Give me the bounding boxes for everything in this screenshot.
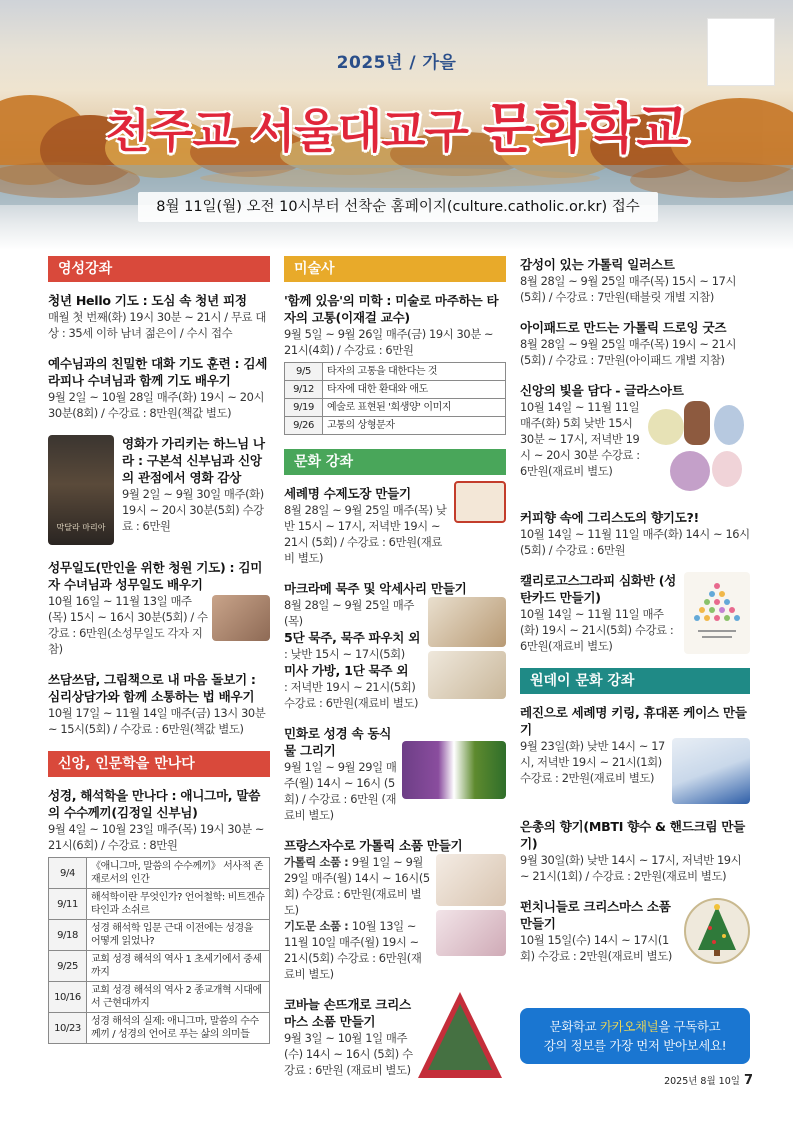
crochet-christmas-tree-photo xyxy=(414,988,506,1084)
course-details: 9월 30일(화) 낮반 14시 ~ 17시, 저녁반 19시 ~ 21시(1회) / 수강료 : 2만원(재료비 별도) xyxy=(520,853,742,883)
kakao-text: 을 구독하고 xyxy=(658,1019,721,1034)
course-title: 프랑스자수로 가톨릭 소품 만들기 xyxy=(284,838,463,853)
course-title: 마크라메 묵주 및 악세사리 만들기 xyxy=(284,581,467,596)
title-part-a: 천주교 서울대교구 xyxy=(105,104,483,158)
embroidery-photos xyxy=(436,854,506,982)
session-topic: 타자의 고통을 대한다는 것 xyxy=(323,363,506,381)
course-item xyxy=(284,292,506,435)
registration-banner: 8월 11일(월) 오전 10시부터 선착순 홈페이지(culture.catholic.or.kr) 접수 xyxy=(138,192,658,222)
kakao-channel-link[interactable]: 카카오채널 xyxy=(599,1019,659,1034)
course-details-text: 9월 1일 ~ 9월 29일 매주(월) 14시 ~ 16시(5회) 수강료 : 6만원(재료비 별도) xyxy=(284,855,430,917)
table-row xyxy=(49,1013,270,1044)
course-details: 8월 28일 ~ 9월 25일 매주(목) 15시 ~ 17시 (5회) / 수강료 : 7만원(태블릿 개별 지참) xyxy=(520,274,737,304)
course-details: 매월 첫 번째(화) 19시 30분 ~ 21시 / 무료 대상 : 35세 이하 남녀 젊은이 / 수시 접수 xyxy=(48,310,266,340)
table-row xyxy=(285,363,506,381)
course-details: 9월 23일(화) 낮반 14시 ~ 17시, 저녁반 19시 ~ 21시(1회) 수강료 : 2만원(재료비 별도) xyxy=(520,739,665,785)
course-details: 9월 2일 ~ 9월 30일 매주(화) 19시 ~ 20시 30분(5회) 수강료 : 6만원 xyxy=(122,487,264,533)
session-date: 9/26 xyxy=(285,417,323,435)
course-details: : 저녁반 19시 ~ 21시(5회) 수강료 : 6만원(재료비 별도) xyxy=(284,680,419,710)
session-date: 9/19 xyxy=(285,399,323,417)
kakao-channel-notice xyxy=(520,1008,750,1064)
table-row xyxy=(285,381,506,399)
page-footer xyxy=(664,1073,753,1088)
course-details xyxy=(284,918,432,982)
table-row xyxy=(49,920,270,951)
course-item xyxy=(284,485,506,566)
folk-painting-photo xyxy=(402,741,506,799)
course-title: 쓰담쓰담, 그림책으로 내 마음 돌보기 : 심리상담가와 함께 소통하는 법 배우기 xyxy=(48,672,256,704)
course-item xyxy=(284,837,506,982)
table-row xyxy=(49,982,270,1013)
schedule-table xyxy=(48,857,270,1044)
course-title: 감성이 있는 가톨릭 일러스트 xyxy=(520,257,675,272)
poster-title: 막달라 마리아 xyxy=(56,523,106,532)
punch-needle-tree-photo xyxy=(684,898,750,964)
course-item xyxy=(284,996,506,1084)
table-row xyxy=(285,417,506,435)
course-details: 10월 14일 ~ 11월 11일 매주(화) 19시 ~ 21시(5회) 수강료 : 6만원(재료비 별도) xyxy=(520,607,674,653)
course-details: 10월 15일(수) 14시 ~ 17시(1회) 수강료 : 2만원(재료비 별도) xyxy=(520,933,672,963)
session-topic: 성경 해석의 실제: 애니그마, 말씀의 수수께끼 / 성경의 언어로 푸는 삶의 의미들 xyxy=(87,1013,270,1044)
course-title: 영화가 가리키는 하느님 나라 : 구본석 신부님과 신앙의 관점에서 영화 감상 xyxy=(122,436,265,485)
header xyxy=(0,0,793,250)
course-item xyxy=(520,382,750,495)
course-details: 8월 28일 ~ 9월 25일 매주(목) 19시 ~ 21시 (5회) / 수강료 : 7만원(아이패드 개별 지참) xyxy=(520,337,737,367)
kakao-line-2: 강의 정보를 가장 먼저 받아보세요! xyxy=(543,1038,727,1053)
glass-art-photo xyxy=(644,399,750,495)
course-details: 8월 28일 ~ 9월 25일 매주(목) 낮반 15시 ~ 17시, 저녁반 19시 ~ 21시 (5회) / 수강료 : 6만원(재료비 별도) xyxy=(284,503,447,565)
movie-poster xyxy=(48,435,114,545)
course-title: 성무일도(만인을 위한 청원 기도) : 김미자 수녀님과 성무일도 배우기 xyxy=(48,560,263,592)
course-item xyxy=(520,898,750,964)
course-title: 은총의 향기(MBTI 향수 & 핸드크림 만들기) xyxy=(520,819,746,851)
session-topic: 교회 성경 해석의 역사 1 초세기에서 중세까지 xyxy=(87,951,270,982)
course-item xyxy=(520,818,750,884)
course-item xyxy=(48,355,270,421)
session-topic: 해석학이란 무엇인가? 언어철학: 비트겐슈타인과 소쉬르 xyxy=(87,889,270,920)
macrame-photos xyxy=(428,597,506,711)
course-title: 레진으로 세례명 키링, 휴대폰 케이스 만들기 xyxy=(520,705,747,737)
schedule-table xyxy=(284,362,506,435)
course-item xyxy=(284,580,506,711)
course-subtitle: 가톨릭 소품 : xyxy=(284,855,352,869)
resin-keyring-photo xyxy=(672,738,750,804)
session-topic: 성경 해석학 입문 근대 이전에는 성경을 어떻게 읽었나? xyxy=(87,920,270,951)
session-topic: 교회 성경 해석의 역사 2 종교개혁 시대에서 근현대까지 xyxy=(87,982,270,1013)
session-date: 10/16 xyxy=(49,982,87,1013)
course-details: 9월 2일 ~ 10월 28일 매주(화) 19시 ~ 20시 30분(8회) / 수강료 : 8만원(책값 별도) xyxy=(48,390,265,420)
title-part-b: 문화학교 xyxy=(482,97,688,160)
column-1 xyxy=(48,256,270,1044)
session-date: 9/18 xyxy=(49,920,87,951)
session-topic: 《애니그마, 말씀의 수수께끼》 서사적 존재로서의 인간 xyxy=(87,858,270,889)
column-2 xyxy=(284,256,506,1098)
praying-hands-photo xyxy=(212,595,270,641)
course-item xyxy=(520,509,750,558)
course-details: : 낮반 15시 ~ 17시(5회) xyxy=(284,647,405,661)
course-item xyxy=(284,725,506,823)
section-header-spiritual: 영성강좌 xyxy=(48,256,270,282)
course-title: 캘리로고스그라피 심화반 (성탄카드 만들기) xyxy=(520,573,677,605)
course-subtitle: 기도문 소품 : xyxy=(284,919,352,933)
course-title: 예수님과의 친밀한 대화 기도 훈련 : 김세라피나 수녀님과 함께 기도 배우기 xyxy=(48,356,268,388)
course-details: 10월 14일 ~ 11월 11일 매주(화) 14시 ~ 16시 (5회) / 수강료 : 6만원 xyxy=(520,527,750,557)
course-details: 8월 28일 ~ 9월 25일 매주(목) xyxy=(284,598,414,628)
session-date: 9/12 xyxy=(285,381,323,399)
course-title: 코바늘 손뜨개로 크리스마스 소품 만들기 xyxy=(284,997,411,1029)
section-header-art-history: 미술사 xyxy=(284,256,506,282)
course-title: 민화로 성경 속 동식물 그리기 xyxy=(284,726,392,758)
session-date: 10/23 xyxy=(49,1013,87,1044)
course-item xyxy=(520,704,750,804)
course-subtitle: 5단 묵주, 묵주 파우치 외 xyxy=(284,630,421,645)
section-header-oneday: 원데이 문화 강좌 xyxy=(520,668,750,694)
course-title: 아이패드로 만드는 가톨릭 드로잉 굿즈 xyxy=(520,320,727,335)
course-title: 세례명 수제도장 만들기 xyxy=(284,486,411,501)
course-title: '함께 있음'의 미학 : 미술로 마주하는 타자의 고통(이재걸 교수) xyxy=(284,293,499,325)
page-number: 7 xyxy=(743,1073,753,1088)
session-date: 9/5 xyxy=(285,363,323,381)
calligraphy-tree-card-photo xyxy=(684,572,750,654)
course-details-text: 10월 13일 ~ 11월 10일 매주(월) 19시 ~ 21시(5회) 수강료 : 6만원(재료비 별도) xyxy=(284,919,422,981)
course-title: 커피향 속에 그리스도의 향기도?! xyxy=(520,510,699,525)
column-3 xyxy=(520,256,750,978)
course-details: 9월 4일 ~ 10월 23일 매주(목) 19시 30분 ~ 21시(6회) / 수강료 : 8만원 xyxy=(48,822,265,852)
table-row xyxy=(49,889,270,920)
course-item xyxy=(48,435,270,545)
table-row xyxy=(285,399,506,417)
course-title: 펀치니들로 크리스마스 소품 만들기 xyxy=(520,899,671,931)
course-item xyxy=(520,319,750,368)
session-date: 9/25 xyxy=(49,951,87,982)
course-details: 10월 16일 ~ 11월 13일 매주(목) 15시 ~ 16시 30분(5회) / 수강료 : 6만원(소성무일도 각자 지참) xyxy=(48,594,208,656)
course-item xyxy=(48,671,270,737)
kakao-line-1 xyxy=(520,1017,750,1036)
session-date: 9/11 xyxy=(49,889,87,920)
kakao-text: 문화학교 xyxy=(549,1019,600,1034)
course-details: 9월 3일 ~ 10월 1일 매주(수) 14시 ~ 16시 (5회) 수강료 : 6만원 (재료비 별도) xyxy=(284,1031,413,1077)
course-title: 성경, 해석학을 만나다 : 애니그마, 말씀의 수수께끼(김정일 신부님) xyxy=(48,788,261,820)
course-item xyxy=(520,572,750,654)
header-year: 2025년 / 가을 xyxy=(336,53,457,73)
course-details: 10월 17일 ~ 11월 14일 매주(금) 13시 30분 ~ 15시(5회) / 수강료 : 6만원(책값 별도) xyxy=(48,706,266,736)
course-title: 신앙의 빛을 담다 - 글라스아트 xyxy=(520,383,684,398)
course-details xyxy=(284,854,432,918)
course-details: 9월 1일 ~ 9월 29일 매주(월) 14시 ~ 16시 (5회) / 수강료 : 6만원 (재료비 별도) xyxy=(284,760,397,822)
course-subtitle: 미사 가방, 1단 묵주 외 xyxy=(284,663,409,678)
page-title xyxy=(0,86,793,163)
course-item xyxy=(48,787,270,1044)
session-topic: 예술로 표현된 '희생양' 이미지 xyxy=(323,399,506,417)
course-title: 청년 Hello 기도 : 도심 속 청년 피정 xyxy=(48,293,247,308)
session-date: 9/4 xyxy=(49,858,87,889)
seal-stamp-photo xyxy=(454,481,506,523)
section-header-culture: 문화 강좌 xyxy=(284,449,506,475)
session-topic: 고통의 상형문자 xyxy=(323,417,506,435)
section-header-humanities: 신앙, 인문학을 만나다 xyxy=(48,751,270,777)
course-item xyxy=(48,559,270,657)
table-row xyxy=(49,951,270,982)
session-topic: 타자에 대한 환대와 애도 xyxy=(323,381,506,399)
course-details: 9월 5일 ~ 9월 26일 매주(금) 19시 30분 ~ 21시(4회) / 수강료 : 6만원 xyxy=(284,327,494,357)
course-item xyxy=(520,256,750,305)
issue-date: 2025년 8월 10일 xyxy=(664,1076,740,1087)
table-row xyxy=(49,858,270,889)
course-item xyxy=(48,292,270,341)
course-details: 10월 14일 ~ 11월 11일 매주(화) 5회 낮반 15시 30분 ~ 17시, 저녁반 19시 ~ 20시 30분 수강료 : 6만원(재료비 별도) xyxy=(520,400,640,478)
